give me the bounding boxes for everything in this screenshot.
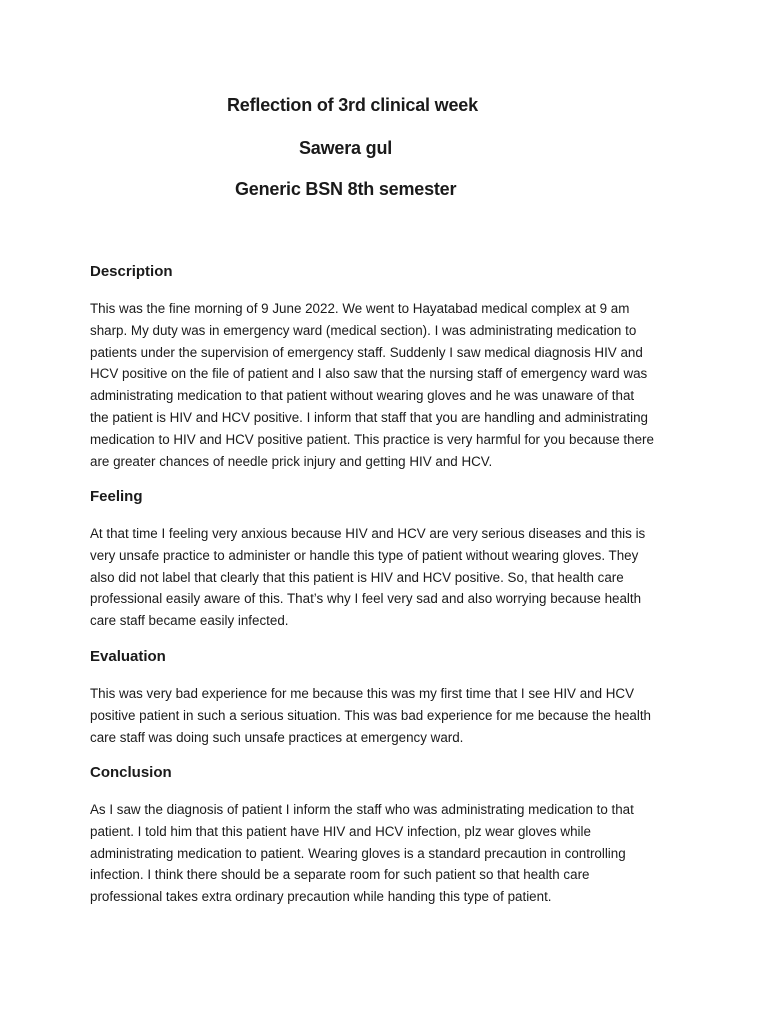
section-body-conclusion xyxy=(90,799,690,908)
body-line: patient. I told him that this patient have HIV and HCV infection, plz wear gloves while xyxy=(90,823,591,839)
program-semester: Generic BSN 8th semester xyxy=(235,179,457,199)
body-line: care staff became easily infected. xyxy=(90,613,289,629)
body-line: professional easily aware of this. That’s why I feel very sad and also worrying because health xyxy=(90,591,642,607)
body-line: care staff was doing such unsafe practices at emergency ward. xyxy=(90,729,464,745)
body-line: professional takes extra ordinary precaution while handing this type of patient. xyxy=(90,889,552,905)
section-heading-evaluation: Evaluation xyxy=(90,648,166,665)
author-name: Sawera gul xyxy=(299,138,393,158)
body-line: also did not label that clearly that this patient is HIV and HCV positive. So, that health care xyxy=(90,569,624,585)
section-heading-conclusion: Conclusion xyxy=(90,764,172,781)
section-body-evaluation xyxy=(90,683,690,748)
body-line: HCV positive on the file of patient and I also saw that the nursing staff of emergency ward was xyxy=(90,366,648,382)
section-body-description xyxy=(90,298,690,472)
body-line: At that time I feeling very anxious because HIV and HCV are very serious diseases and this is xyxy=(90,526,646,541)
body-line: patients under the supervision of emergency staff. Suddenly I saw medical diagnosis HIV and xyxy=(90,344,643,360)
body-line: medication to HIV and HCV positive patient. This practice is very harmful for you because there xyxy=(90,431,654,447)
body-line: administrating medication to that patient without wearing gloves and he was unaware of that xyxy=(90,388,635,404)
body-line: sharp. My duty was in emergency ward (medical section). I was administrating medication to xyxy=(90,322,637,338)
body-line: This was the fine morning of 9 June 2022. We went to Hayatabad medical complex at 9 am xyxy=(90,301,630,316)
section-heading-feeling: Feeling xyxy=(90,488,143,505)
document-title: Reflection of 3rd clinical week xyxy=(227,95,478,115)
body-line: the patient is HIV and HCV positive. I inform that staff that you are handling and administrating xyxy=(90,409,649,425)
body-line: positive patient in such a serious situation. This was bad experience for me because the health xyxy=(90,707,652,723)
body-line: are greater chances of needle prick injury and getting HIV and HCV. xyxy=(90,453,493,469)
section-body-feeling xyxy=(90,523,690,632)
body-line: This was very bad experience for me because this was my first time that I see HIV and HCV xyxy=(90,686,635,701)
body-line: administrating medication to patient. Wearing gloves is a standard precaution in controlling xyxy=(90,845,626,861)
body-line: very unsafe practice to administer or handle this type of patient without wearing gloves. They xyxy=(90,547,639,563)
body-line: infection. I think there should be a separate room for such patient so that health care xyxy=(90,867,590,883)
section-heading-description: Description xyxy=(90,263,173,280)
body-line: As I saw the diagnosis of patient I inform the staff who was administrating medication to that xyxy=(90,802,634,817)
